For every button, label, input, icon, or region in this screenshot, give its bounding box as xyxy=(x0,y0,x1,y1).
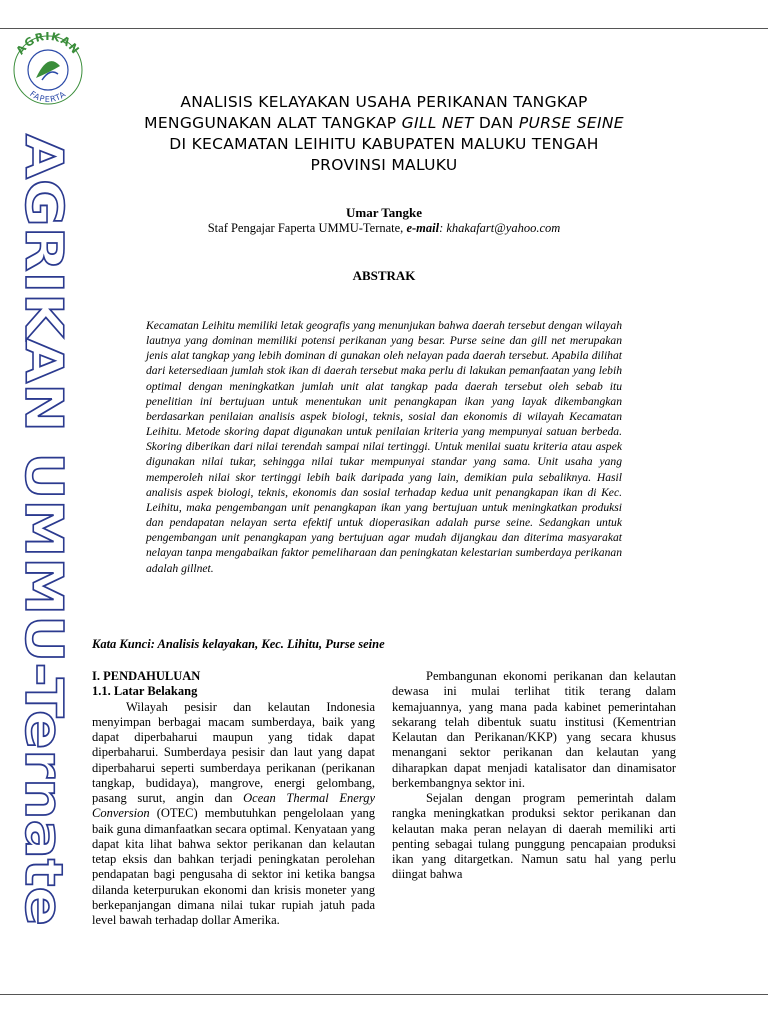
svg-text:FAPERTA: FAPERTA xyxy=(28,89,68,105)
email-address: : khakafart@yahoo.com xyxy=(439,221,561,235)
paragraph-2: Pembangunan ekonomi perikanan dan kelautan dewasa ini mulai terlihat titik terang dalam kemajuannya, yang mana pada kabinet pemerintahan sekarang telah dibentuk suatu institusi (Kementrian Kelautan dan Perikanan/KKP) yang secara khusus menangani sektor perikanan dan kelautan yang diharapkan dapat menjadi katalisator dan dinamisator berkembangnya sektor ini. xyxy=(392,669,676,790)
bottom-rule xyxy=(0,994,768,995)
subsection-title: 1.1. Latar Belakang xyxy=(92,684,198,699)
paper-title xyxy=(96,92,672,176)
title-gill-net: GILL NET xyxy=(401,114,474,132)
body-column-left xyxy=(92,669,375,928)
author-name: Umar Tangke xyxy=(346,205,422,220)
agrikan-logo xyxy=(6,28,90,106)
keywords: Kata Kunci: Analisis kelayakan, Kec. Lihitu, Purse seine xyxy=(92,637,385,651)
title-line-3: DI KECAMATAN LEIHITU KABUPATEN MALUKU TENGAH xyxy=(169,135,599,153)
title-line-4: PROVINSI MALUKU xyxy=(310,156,458,174)
author-affiliation: Staf Pengajar Faperta UMMU-Ternate, e-mail: khakafart@yahoo.com xyxy=(207,221,561,235)
side-banner-text: AGRIKAN UMMU-Ternate xyxy=(13,134,73,843)
top-rule xyxy=(0,28,768,29)
section-title: I. PENDAHULUAN xyxy=(92,669,201,683)
title-purse-seine: PURSE SEINE xyxy=(518,114,624,132)
paragraph-3: Sejalan dengan program pemerintah dalam rangka meningkatkan produksi sektor perikanan dan kelautan maka peran nelayan di daerah memiliki arti penting sebagai tulang punggung pencapaian produksi ikan yang ditargetkan. Namun satu hal yang perlu diingat bahwa xyxy=(392,791,676,882)
body-column-right xyxy=(392,669,676,883)
email-label: e-mail xyxy=(406,221,440,235)
side-banner xyxy=(12,132,74,932)
svg-text:AGRIKAN: AGRIKAN xyxy=(13,29,83,57)
otec-term: Ocean Thermal Energy Conversion xyxy=(92,791,376,821)
paragraph-1: Wilayah pesisir dan kelautan Indonesia menyimpan berbagai macam sumberdaya, baik yang dapat diperbaharui maupun yang tidak dapat diperbaharui. Sumberdaya pesisir dan laut yang dapat diperbaharui seperti sumberdaya perikanan (perikanan tangkap, budidaya), mangrove, energi gelombang, pasang surut, angin dan Ocean Thermal Energy Conversion (OTEC) membutuhkan pengelolaan yang baik guna dimanfaatkan secara optimal. Kenyataan yang dapat kita lihat bahwa sektor perikanan dan kelautan tetap eksis dan bahkan terjadi peningkatan perolehan pendapatan bagi pengusaha di sektor ini ketika bangsa dilanda keterpurukan ekonomi dan krisis moneter yang berkepanjangan dimana nilai tukar rupiah jatuh pada level bawah terhadap dollar Amerika. xyxy=(92,699,376,927)
abstract-heading: ABSTRAK xyxy=(352,268,416,283)
agrikan-logo-icon xyxy=(6,28,90,106)
title-line-1: ANALISIS KELAYAKAN USAHA PERIKANAN TANGKAP xyxy=(180,93,588,111)
abstract-text: Kecamatan Leihitu memiliki letak geografis yang menunjukan bahwa daerah tersebut dengan wilayah lautnya yang dominan memiliki potensi perikanan yang besar. Purse seine dan gill net merupakan jenis alat tangkap yang lebih dominan di gunakan oleh nelayan pada daerah tersebut. Apabila dilihat dari ketersediaan jumlah stok ikan di daerah tersebut maka perlu di lakukan pemanfaatan yang lebih optimal dengan meningkatkan jumlah unit alat tangkap pada daerah tersebut oleh sebab itu penelitian ini bertujuan untuk menentukan unit penangkapan ikan yang layak dikembangkan berdasarkan penilaian analisis aspek biologi, teknis, sosial dan ekonomis di wilayah Kecamatan Leihitu. Metode skoring dapat digunakan untuk penilaian kriteria yang mempunyai satuan berbeda. Skoring diberikan dari nilai terendah sampai nilai tertinggi. Untuk menilai suatu kriteria atau aspek digunakan nilai tukar, sehingga nilai tukar mempunyai standar yang sama. Unit usaha yang memperoleh nilai skor tertinggi lebih baik daripada yang lain, demikian pula sebaliknya. Hasil analisis aspek biologi, teknis, ekonomis dan sosial terhadap kedua unit penangkapan ikan di Kec. Leihitu, maka pengembangan unit penangkapan ikan yang bertujuan untuk meningkatkan produksi dan pendapatan nelayan serta efektif untuk dioperasikan adalah purse seine. Sedangkan untuk pengembangan unit penangkapan yang bertujuan agar mudah dijangkau dan diterima masyarakat nelayan tanpa mengabaikan faktor pemeliharaan dan peningkatan kelestarian sumberdaya perikanan adalah gillnet. xyxy=(146,319,622,575)
title-line-2: MENGGUNAKAN ALAT TANGKAP GILL NET DAN PURSE SEINE xyxy=(144,114,624,132)
